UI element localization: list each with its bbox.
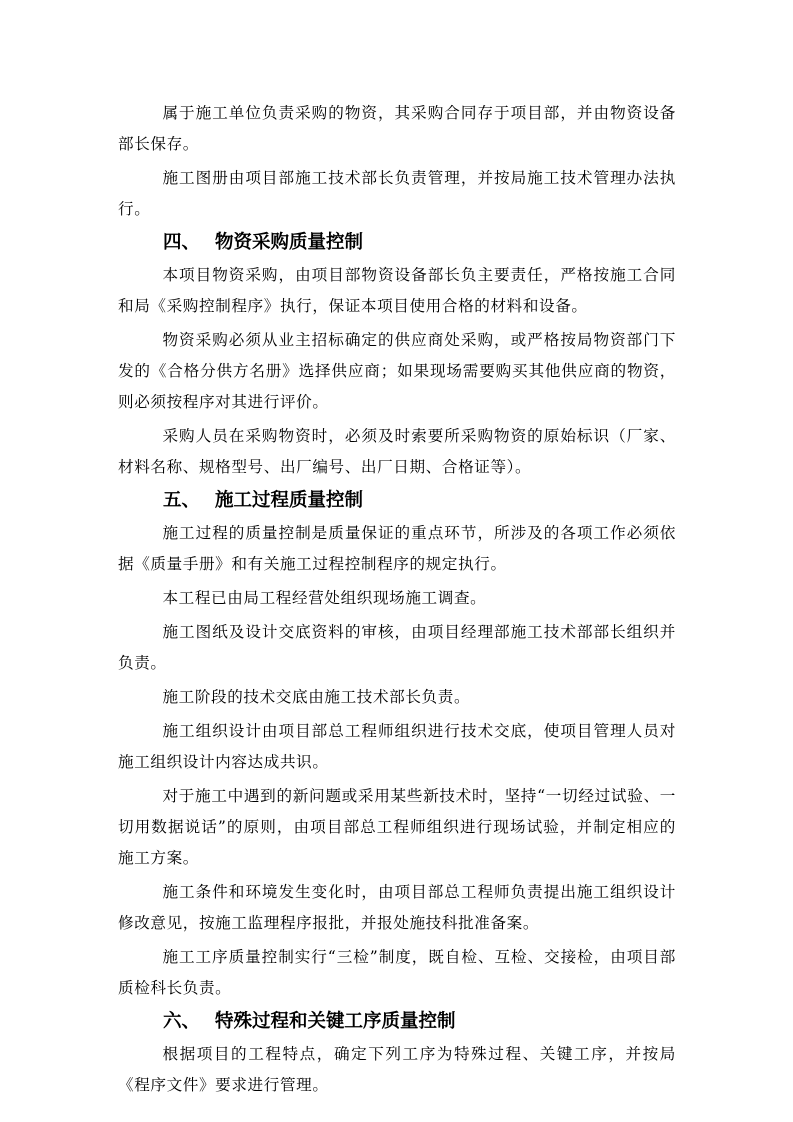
paragraph: 本项目物资采购，由项目部物资设备部长负主要责任，严格按施工合同和局《采购控制程序》执行，保证本项目使用合格的材料和设备。	[118, 266, 676, 315]
paragraph: 施工图纸及设计交底资料的审核，由项目经理部施工技术部部长组织并负责。	[118, 623, 676, 672]
paragraph: 施工过程的质量控制是质量保证的重点环节，所涉及的各项工作必须依据《质量手册》和有关施工过程控制程序的规定执行。	[118, 524, 676, 573]
heading-title: 特殊过程和关键工序质量控制	[215, 1011, 456, 1032]
paragraph: 属于施工单位负责采购的物资，其采购合同存于项目部，并由物资设备部长保存。	[118, 104, 676, 153]
paragraph: 施工图册由项目部施工技术部长负责管理，并按局施工技术管理办法执行。	[118, 169, 676, 218]
heading-title: 施工过程质量控制	[215, 490, 364, 511]
heading-number: 五、	[163, 490, 201, 511]
paragraph: 采购人员在采购物资时，必须及时索要所采购物资的原始标识（厂家、材料名称、规格型号、出厂编号、出厂日期、合格证等）。	[118, 427, 676, 476]
paragraph: 施工工序质量控制实行“三检”制度，既自检、互检、交接检，由项目部质检科长负责。	[118, 948, 676, 997]
section-heading-5	[118, 486, 676, 516]
heading-number: 四、	[163, 232, 201, 253]
paragraph: 施工组织设计由项目部总工程师组织进行技术交底，使项目管理人员对施工组织设计内容达成共识。	[118, 722, 676, 771]
paragraph: 施工条件和环境发生变化时，由项目部总工程师负责提出施工组织设计修改意见，按施工监理程序报批，并报处施技科批准备案。	[118, 883, 676, 932]
paragraph: 物资采购必须从业主招标确定的供应商处采购，或严格按局物资部门下发的《合格分供方名册》选择供应商；如果现场需要购买其他供应商的物资，则必须按程序对其进行评价。	[118, 331, 676, 411]
section-heading-6	[118, 1007, 676, 1037]
paragraph: 本工程已由局工程经营处组织现场施工调查。	[162, 589, 487, 607]
section-heading-4	[118, 228, 676, 258]
paragraph: 对于施工中遇到的新问题或采用某些新技术时，坚持“一切经过试验、一切用数据说话”的原则，由项目部总工程师组织进行现场试验，并制定相应的施工方案。	[118, 787, 676, 867]
paragraph: 施工阶段的技术交底由施工技术部长负责。	[162, 688, 471, 706]
document-page	[118, 98, 676, 1104]
heading-title: 物资采购质量控制	[215, 232, 364, 253]
heading-number: 六、	[163, 1011, 201, 1032]
paragraph: 根据项目的工程特点，确定下列工序为特殊过程、关键工序，并按局《程序文件》要求进行管理。	[118, 1045, 676, 1094]
